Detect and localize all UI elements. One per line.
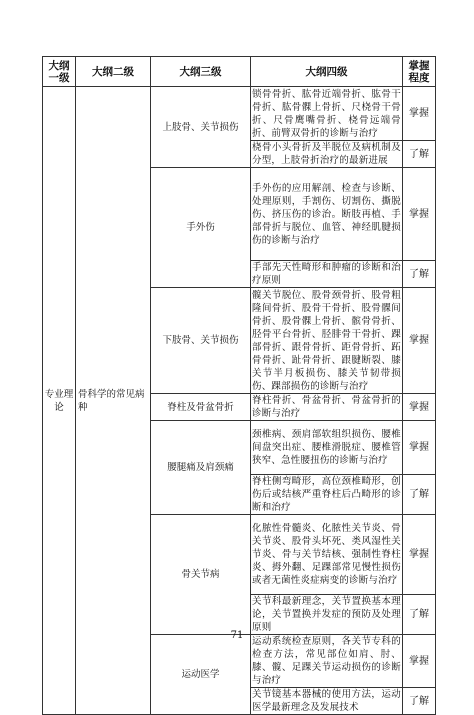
header-level2: 大纲二级 [76,57,151,87]
mastery-cell: 了解 [403,141,436,168]
mastery-cell: 了解 [403,475,436,515]
level4-cell: 髋关节脱位、股骨颈骨折、股骨粗隆间骨折、股骨干骨折、股骨髁间骨折、股骨髁上骨折、髌骨骨折、胫骨平台骨折、胫腓骨干骨折、踝部骨折、跟骨骨折、距骨骨折、跖骨骨折、趾骨骨折、跟腱断裂、膝关节半月板损伤、膝关节韧带损伤、踝部损伤的诊断与治疗 [252,289,401,392]
level4-cell: 脊柱骨折、骨盆骨折、骨盆骨折的诊断与治疗 [252,395,401,419]
header-level3: 大纲三级 [151,57,251,87]
mastery-cell: 掌握 [403,288,436,394]
level4-cell: 脊柱侧弯畸形，高位颈椎畸形，创伤后或结核严重脊柱后凸畸形的诊断和治疗 [252,476,401,513]
level3-cell: 上肢骨、关节损伤 [151,87,251,168]
mastery-cell: 掌握 [403,168,436,261]
header-mastery: 掌握程度 [403,57,436,87]
level3-cell: 下肢骨、关节损伤 [151,288,251,394]
level4-cell: 手部先天性畸形和肿瘤的诊断和治疗原则 [252,262,401,286]
mastery-cell: 了解 [403,261,436,288]
level4-cell: 桡骨小头骨折及半脱位及病机制及分型，上肢骨折治疗的最新进展 [252,142,401,166]
mastery-cell: 掌握 [403,635,436,688]
level4-cell: 颈椎病、颈肩部软组织损伤、腰椎间盘突出症、腰椎滑脱症、腰椎管狭窄、急性腰扭伤的诊断与治疗 [251,421,403,475]
header-row [43,57,436,87]
level3-cell: 手外伤 [151,168,251,288]
level4-cell: 运动系统检查原则，各关节专科的检查方法，常见部位如肩、肘、膝、髋、足踝关节运动损伤的诊断与治疗 [252,636,401,686]
mastery-cell: 掌握 [403,421,436,475]
mastery-cell: 掌握 [403,394,436,421]
mastery-cell: 掌握 [403,87,436,141]
header-level4: 大纲四级 [251,57,403,87]
mastery-cell: 了解 [403,688,436,715]
table-row [43,87,436,141]
page-number: 71 [230,630,244,641]
level4-cell: 锁骨骨折、肱骨近端骨折、肱骨干骨折、肱骨髁上骨折、尺桡骨干骨折、尺骨鹰嘴骨折、桡骨远端骨折、前臂双骨折的诊断与治疗 [252,88,401,139]
syllabus-table [42,56,436,715]
level4-cell: 化脓性骨髓炎、化脓性关节炎、骨关节炎、股骨头坏死、类风湿性关节炎、骨与关节结核、强制性脊柱炎、拇外翻、足踝部常见慢性损伤或者无菌性炎症病变的诊断与治疗 [251,515,403,595]
header-level1: 大纲一级 [43,57,76,87]
level3-cell: 骨关节病 [151,515,251,635]
level2-cell: 骨科学的常见病种 [76,87,151,715]
level4-cell: 手外伤的应用解剖、检查与诊断、处理原则，手割伤、切割伤、撕脱伤、挤压伤的诊治。断肢再植、手部骨折与脱位、血管、神经肌腱损伤的诊断与治疗 [251,168,403,261]
level4-cell: 关节镜基本器械的使用方法，运动医学最新理念及发展技术 [252,689,401,713]
level3-cell: 运动医学 [151,635,251,715]
mastery-cell: 了解 [403,595,436,635]
mastery-cell: 掌握 [403,515,436,595]
level3-cell: 腰腿痛及肩颈痛 [151,421,251,515]
level1-cell: 专业理论 [43,87,76,715]
level3-cell: 脊柱及骨盆骨折 [151,394,251,421]
level4-cell: 关节科最新理念，关节置换基本理论，关节置换并发症的预防及处理原则 [252,596,401,633]
